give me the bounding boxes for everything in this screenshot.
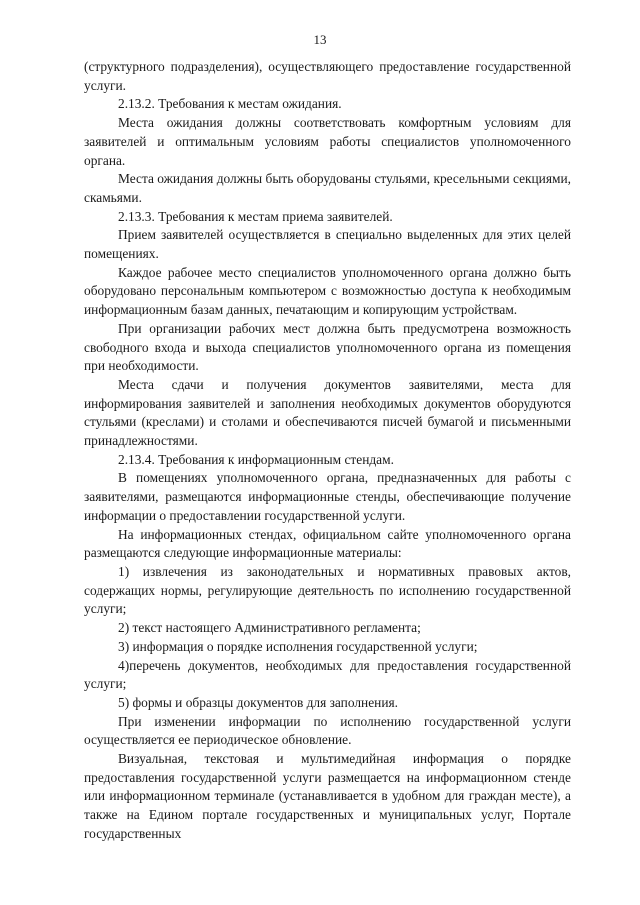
paragraph: На информационных стендах, официальном сайте уполномоченного органа размещаются следующие информационные материалы: — [84, 526, 571, 561]
paragraph-continued: (структурного подразделения), осуществляющего предоставление государственной услуги. — [84, 59, 571, 93]
list-item: 3) информация о порядке исполнения государственной услуги; — [118, 638, 478, 654]
list-item: 1) извлечения из законодательных и нормативных правовых актов, содержащих нормы, регулирующие деятельность по исполнению государственной услуги; — [84, 563, 571, 617]
list-item: 5) формы и образцы документов для заполнения. — [118, 694, 398, 710]
paragraph: Места ожидания должны быть оборудованы стульями, кресельными секциями, скамьями. — [84, 171, 571, 205]
list-item: 2) текст настоящего Административного регламента; — [118, 620, 421, 636]
list-item: 4)перечень документов, необходимых для предоставления государственной услуги; — [84, 657, 571, 692]
page-number: 13 — [313, 32, 327, 47]
section-heading-2-13-2: 2.13.2. Требования к местам ожидания. — [118, 96, 342, 112]
document-body — [84, 58, 571, 844]
paragraph: Каждое рабочее место специалистов уполномоченного органа должно быть оборудовано персональным компьютером с возможностью доступа к необходимым информационным базам данных, печатающим и копирующим устройствам. — [84, 264, 571, 318]
paragraph: Места ожидания должны соответствовать комфортным условиям для заявителей и оптимальным условиям работы специалистов уполномоченного органа. — [84, 115, 571, 168]
paragraph: В помещениях уполномоченного органа, предназначенных для работы с заявителями, размещаются информационные стенды, обеспечивающие получение информации о предоставлении государственной услуги. — [84, 470, 571, 523]
section-heading-2-13-4: 2.13.4. Требования к информационным стендам. — [118, 451, 394, 467]
paragraph: При изменении информации по исполнению государственной услуги осуществляется ее периодическое обновление. — [84, 713, 571, 748]
paragraph: Визуальная, текстовая и мультимедийная информация о порядке предоставления государственной услуги размещается на информационном стенде или информационном терминале (устанавливается в удобном для граждан месте), а также на Едином портале государственных и муниципальных услуг, Портале государственных — [84, 751, 571, 841]
section-heading-2-13-3: 2.13.3. Требования к местам приема заявителей. — [118, 208, 393, 224]
paragraph: При организации рабочих мест должна быть предусмотрена возможность свободного входа и выхода специалистов уполномоченного органа из помещения при необходимости. — [84, 320, 571, 374]
paragraph: Места сдачи и получения документов заявителями, места для информирования заявителей и заполнения необходимых документов оборудуются стульями (креслами) и столами и обеспечиваются писчей бумагой и письменными принадлежностями. — [84, 376, 571, 449]
paragraph: Прием заявителей осуществляется в специально выделенных для этих целей помещениях. — [84, 227, 571, 262]
